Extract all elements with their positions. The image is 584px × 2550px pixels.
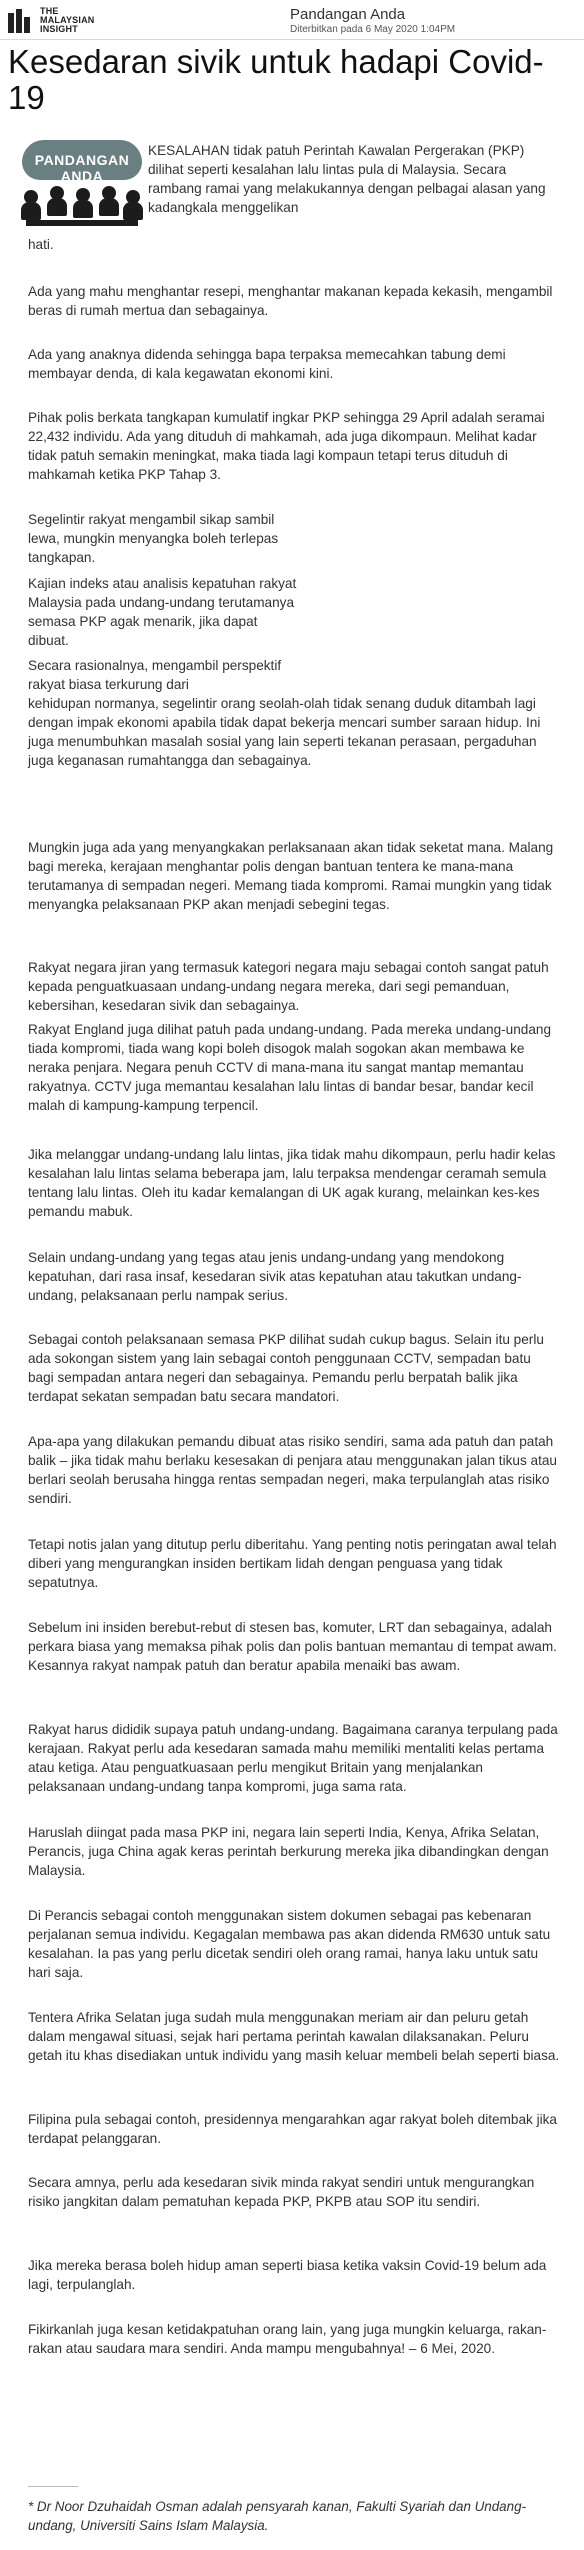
paragraph-13: Sebagai contoh pelaksanaan semasa PKP dilihat sudah cukup bagus. Selain itu perlu ada sokongan sistem yang lain sebagai contoh penggunaan CCTV, sempadan batu bagi sempadan antara negeri dan sebagainya. Pemandu perlu berpatah balik jika terdapat sekatan sempadan batu secara mandatori.	[28, 1332, 544, 1404]
logo-mark-icon	[8, 9, 34, 33]
logo-line-3: INSIGHT	[40, 24, 78, 34]
paragraph-10: Rakyat England juga dilihat patuh pada undang-undang. Pada mereka undang-undang tiada kompromi, tiada wang kopi boleh disogok malah sogokan akan membawa ke neraka penjara. Negara penuh CCTV di mana-mana itu sangat mantap memantau rakyatnya. CCTV juga memantau kesalahan lalu lintas di bandar besar, bandar kecil malah di kampung-kampung terpencil.	[28, 1022, 552, 1113]
paragraph-5: Kajian indeks atau analisis kepatuhan rakyat Malaysia pada undang-undang terutamanya semasa PKP agak menarik, jika dapat dibuat.	[28, 576, 297, 648]
paragraph-2: Ada yang anaknya didenda sehingga bapa terpaksa memecahkan tabung demi membayar denda, di kala kegawatan ekonomi kini.	[28, 347, 506, 381]
paragraph-15: Tetapi notis jalan yang ditutup perlu diberitahu. Yang penting notis peringatan awal telah diberi yang mengurangkan insiden bertikam lidah dengan penguasa yang tidak sepatutnya.	[28, 1537, 557, 1590]
lead-paragraph: KESALAHAN tidak patuh Perintah Kawalan Pergerakan (PKP) dilihat seperti kesalahan lalu lintas pula di Malaysia. Secara rambang ramai yang melakukannya dengan pelbagai alasan yang kadangkala menggelikan	[148, 143, 546, 215]
article-title: Kesedaran sivik untuk hadapi Covid-19	[8, 43, 544, 116]
paragraph-6: Secara rasionalnya, mengambil perspektif rakyat biasa terkurung dari	[28, 658, 282, 692]
paragraph-17: Rakyat harus dididik supaya patuh undang-undang. Bagaimana caranya terpulang pada kerajaan. Rakyat perlu ada kesedaran samada mahu memiliki mentaliti kelas pertama atau ketiga. Atau penguatkuasaan perlu mengikut Britain yang menjalankan pelaksanaan undang-undang tanpa kompromi, juga sama rata.	[28, 1722, 558, 1794]
paragraph-7: kehidupan normanya, segelintir orang seolah-olah tidak senang duduk ditambah lagi dengan impak ekonomi apabila tidak dapat bekerja mencari sumber saraan hidup. Ini juga menumbuhkan masalah sosial yang lain seperti tekanan perasaan, pergaduhan juga keganasan rumahtangga dan sebagainya.	[28, 696, 541, 768]
paragraph-9: Rakyat negara jiran yang termasuk kategori negara maju sebagai contoh sangat patuh kepada penguatkuasaan undang-undang negara mereka, dari segi pemanduan, kebersihan, kesedaran sivik dan sebagainya.	[28, 960, 549, 1013]
site-header	[0, 0, 584, 40]
logo-wordmark	[40, 7, 94, 34]
paragraph-18: Haruslah diingat pada masa PKP ini, negara lain seperti India, Kenya, Afrika Selatan, Perancis, juga China agak keras perintah berkurung mereka jika dibandingkan dengan Malaysia.	[28, 1825, 549, 1878]
paragraph-11: Jika melanggar undang-undang lalu lintas, jika tidak mahu dikompaun, perlu hadir kelas kesalahan lalu lintas selama beberapa jam, lalu terpaksa mendengar ceramah semula tentang lalu lintas. Oleh itu kadar kemalangan di UK agak kurang, melainkan kes-kes pemandu mabuk.	[28, 1147, 556, 1219]
discussion-people-icon	[16, 186, 148, 228]
author-byline: * Dr Noor Dzuhaidah Osman adalah pensyarah kanan, Fakulti Syariah dan Undang-undang, Universiti Sains Islam Malaysia.	[28, 2499, 526, 2533]
paragraph-21: Filipina pula sebagai contoh, presidennya mengarahkan agar rakyat boleh ditembak jika terdapat pelanggaran.	[28, 2112, 557, 2146]
paragraph-20: Tentera Afrika Selatan juga sudah mula menggunakan meriam air dan peluru getah dalam mengawal situasi, sejak hari pertama perintah kawalan dilaksanakan. Peluru getah itu khas disediakan untuk individu yang masih keluar membeli belah seperti biasa.	[28, 2010, 560, 2063]
badge-label: PANDANGAN ANDA	[34, 152, 130, 184]
paragraph-12: Selain undang-undang yang tegas atau jenis undang-undang yang mendokong kepatuhan, dari rasa insaf, kesedaran sivik atas kepatuhan atau takutkan undang-undang, pelaksanaan perlu nampak serius.	[28, 1250, 522, 1303]
site-logo[interactable]	[8, 7, 94, 34]
section-name[interactable]: Pandangan Anda	[290, 6, 406, 23]
publish-date: Diterbitkan pada 6 May 2020 1:04PM	[290, 24, 456, 35]
lead-paragraph-tail: hati.	[28, 237, 54, 252]
paragraph-8: Mungkin juga ada yang menyangkakan perlaksanaan akan tidak seketat mana. Malang bagi mereka, kerajaan menghantar polis dengan bantuan tentera ke mana-mana terutamanya di sempadan negeri. Memang tiada kompromi. Ramai mungkin yang tidak menyangka pelaksanaan PKP akan menjadi sebegini tegas.	[28, 840, 554, 912]
paragraph-16: Sebelum ini insiden berebut-rebut di stesen bas, komuter, LRT dan sebagainya, adalah perkara biasa yang memaksa pihak polis dan polis bantuan memantau di tempat awam. Kesannya rakyat nampak patuh dan beratur apabila menaiki bas awam.	[28, 1620, 557, 1673]
paragraph-23: Jika mereka berasa boleh hidup aman seperti biasa ketika vaksin Covid-19 belum ada lagi, terpulanglah.	[28, 2258, 547, 2292]
byline-divider	[28, 2486, 78, 2487]
paragraph-14: Apa-apa yang dilakukan pemandu dibuat atas risiko sendiri, sama ada patuh dan patah balik – jika tidak mahu berlaku kesesakan di penjara atau menggunakan jalan tikus atau berlari seolah berusaha hingga rentas sempadan negeri, maka terpulanglah atas risiko sendiri.	[28, 1434, 557, 1506]
logo-line-1: THE	[40, 6, 59, 16]
pandangan-anda-badge	[16, 140, 148, 228]
paragraph-1: Ada yang mahu menghantar resepi, menghantar makanan kepada kekasih, mengambil beras di rumah mertua dan sebagainya.	[28, 284, 553, 318]
paragraph-22: Secara amnya, perlu ada kesedaran sivik minda rakyat sendiri untuk mengurangkan risiko jangkitan dalam pematuhan kepada PKP, PKPB atau SOP itu sendiri.	[28, 2175, 535, 2209]
paragraph-24: Fikirkanlah juga kesan ketidakpatuhan orang lain, yang juga mungkin keluarga, rakan-rakan atau saudara mara sendiri. Anda mampu mengubahnya! – 6 Mei, 2020.	[28, 2322, 547, 2356]
paragraph-19: Di Perancis sebagai contoh menggunakan sistem dokumen sebagai pas kebenaran perjalanan semua individu. Kegagalan membawa pas akan didenda RM630 untuk satu kesalahan. Ia pas yang perlu dicetak sendiri oleh orang ramai, hanya laku untuk satu hari saja.	[28, 1908, 551, 1980]
paragraph-4: Segelintir rakyat mengambil sikap sambil lewa, mungkin menyangka boleh terlepas tangkapan.	[28, 512, 279, 565]
logo-line-2: MALAYSIAN	[40, 15, 95, 25]
paragraph-3: Pihak polis berkata tangkapan kumulatif ingkar PKP sehingga 29 April adalah seramai 22,432 individu. Ada yang dituduh di mahkamah, ada juga dikompaun. Melihat kadar tidak patuh semakin meningkat, maka tiada lagi kompaun tetapi terus dituduh di mahkamah ketika PKP Tahap 3.	[28, 410, 545, 482]
